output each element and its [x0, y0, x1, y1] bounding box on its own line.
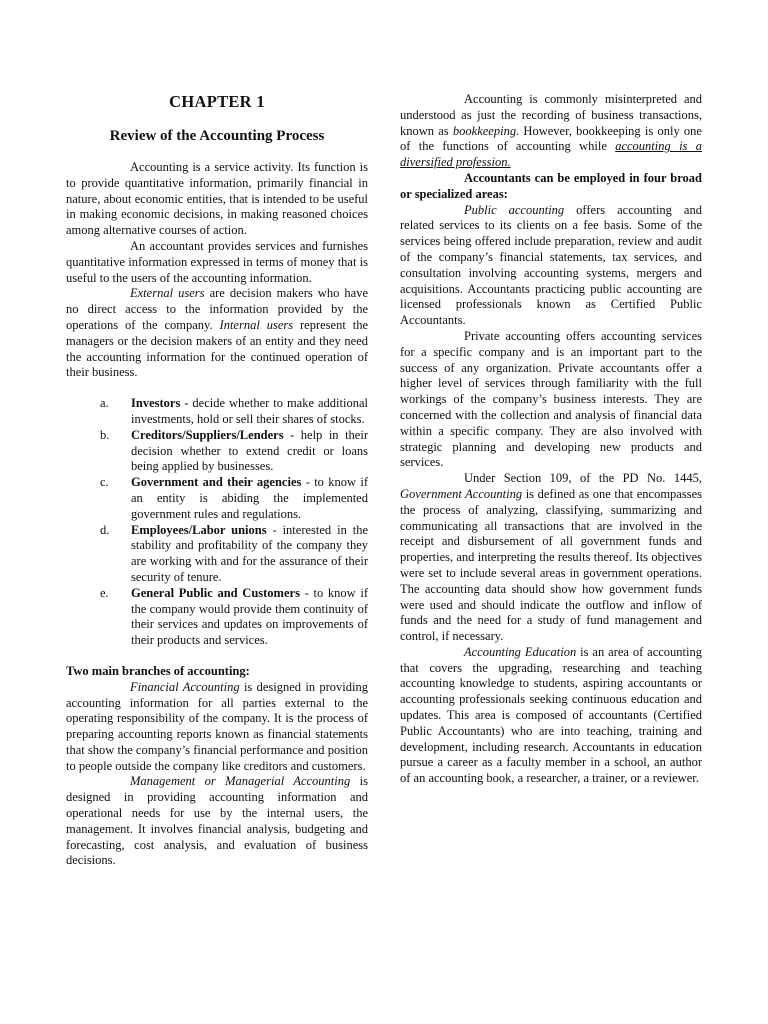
public-accounting-term: Public accounting	[464, 202, 565, 217]
accounting-education-text: is an area of accounting that covers the upgrading, researching and teaching accounting knowledge to students, aspiring accountants or accounting professionals seeking continuous education and updates. This area is composed of accountants (Certified Public Accountants) who are into teaching, training and development, including research. Accountants in education pursue a career as a faculty member in a school, an author of an accounting book, a researcher, a trainer, or a reviewer.	[400, 644, 702, 786]
employed-heading: Accountants can be employed in four broad or specialized areas:	[400, 170, 702, 201]
government-accounting-text-b: is defined as one that encompasses the process of analyzing, classifying, summarizing and communicating all transactions that are involved in the receipt and disbursement of all government funds and properties, and interpreting the results thereof. Its objectives were set to include several areas in government operations. The accounting data should show how government funds were used and should indicate the outflow and inflow of funds and the need for a study of fund management and control, if necessary.	[400, 486, 702, 644]
list-term: Government and their agencies	[131, 475, 302, 490]
paragraph-government-accounting	[400, 471, 702, 645]
managerial-accounting-term: Management or Managerial Accounting	[130, 774, 351, 789]
list-text: - decide whether to make additional investments, hold or sell their shares of stocks.	[131, 396, 368, 426]
list-term: Employees/Labor unions	[131, 522, 267, 537]
government-accounting-text-a: Under Section 109, of the PD No. 1445,	[464, 471, 702, 486]
paragraph-users	[66, 286, 368, 381]
bookkeeping-text-b: . However, bookkeeping is only one of the functions of accounting while	[400, 123, 702, 154]
internal-users-term: Internal users	[219, 317, 294, 332]
list-letter: d.	[100, 522, 110, 537]
external-users-text: are decision makers who have no direct access to the information provided by the operations of the company.	[66, 286, 369, 332]
financial-accounting-text: is designed in providing accounting information for all parties external to the operating responsibility of the company. It is the process of preparing accounting reports known as financial statements that show the company’s financial performance and position to people outside the company like creditors and customers.	[66, 679, 368, 773]
bookkeeping-term: bookkeeping	[452, 123, 517, 138]
internal-users-text: represent the managers or the decision makers of an entity and they need the accounting information for the continued operation of their business.	[66, 317, 369, 380]
paragraph-managerial-accounting	[66, 774, 368, 869]
paragraph-public-accounting	[400, 203, 702, 329]
chapter-heading: CHAPTER 1	[169, 92, 265, 111]
accounting-education-term: Accounting Education	[464, 644, 577, 659]
government-accounting-term: Government Accounting	[400, 486, 523, 501]
paragraph-accounting-education	[400, 645, 702, 787]
branches-heading: Two main branches of accounting:	[66, 663, 250, 678]
list-letter: b.	[100, 427, 110, 442]
list-text: - interested in the stability and profitability of the company they are working with and for the assurance of their security of tenure.	[131, 522, 369, 584]
list-term: General Public and Customers	[131, 585, 300, 600]
paragraph-accountant: An accountant provides services and furnishes quantitative information expressed in terms of money that is useful to the users of the accounting information.	[66, 238, 368, 285]
right-column	[400, 92, 702, 787]
public-accounting-text: offers accounting and related services to its clients on a fee basis. Some of the services being offered include preparation, review and audit of the company’s financial statements, tax services, and consultation involving accounting systems, mergers and acquisitions. Accountants practicing public accounting are licensed professionals known as Certified Public Accountants.	[400, 202, 702, 328]
managerial-accounting-text: is designed in providing accounting information and operational needs for use by the internal users, the management. It involves financial analysis, budgeting and forecasting, cost analysis, and evaluation of business decisions.	[66, 774, 368, 868]
list-letter: e.	[100, 585, 109, 600]
bookkeeping-text-a: Accounting is commonly misinterpreted and understood as just the recording of business transactions, known as	[400, 92, 702, 138]
list-letter: a.	[100, 396, 109, 411]
list-item	[66, 475, 368, 522]
paragraph-intro: Accounting is a service activity. Its function is to provide quantitative information, primarily financial in nature, about economic entities, that is intended to be useful in making economic decisions, in making reasoned choices among alternative courses of action.	[66, 160, 368, 238]
financial-accounting-term: Financial Accounting	[130, 679, 240, 694]
list-text: - help in their decision whether to extend credit or loans being applied by businesses.	[131, 427, 368, 474]
paragraph-financial-accounting	[66, 680, 368, 775]
list-item	[66, 428, 368, 475]
list-text: - to know if the company would provide them continuity of their services and updates on improvements of their products and services.	[131, 585, 368, 648]
users-list	[66, 396, 368, 649]
paragraph-private-accounting: Private accounting offers accounting services for a specific company and is an important part to the success of any organization. Private accountants offer a higher level of services through familiarity with the full workings of the company’s business interests. They are concerned with the collection and analysis of financial data within a specific company. They are also involved with strategic planning and developing new products and services.	[400, 328, 702, 470]
list-letter: c.	[100, 475, 109, 490]
paragraph-bookkeeping	[400, 92, 702, 171]
list-item	[66, 586, 368, 649]
list-text: - to know if an entity is abiding the implemented government rules and regulations.	[131, 475, 368, 521]
page-title: Review of the Accounting Process	[109, 128, 325, 144]
left-column	[66, 160, 368, 869]
diversified-profession-text: accounting is a diversified profession.	[400, 139, 702, 170]
list-term: Creditors/Suppliers/Lenders	[131, 427, 284, 442]
list-item	[66, 523, 368, 586]
external-users-term: External users	[130, 286, 205, 301]
list-item	[66, 396, 368, 428]
list-term: Investors	[131, 396, 181, 411]
